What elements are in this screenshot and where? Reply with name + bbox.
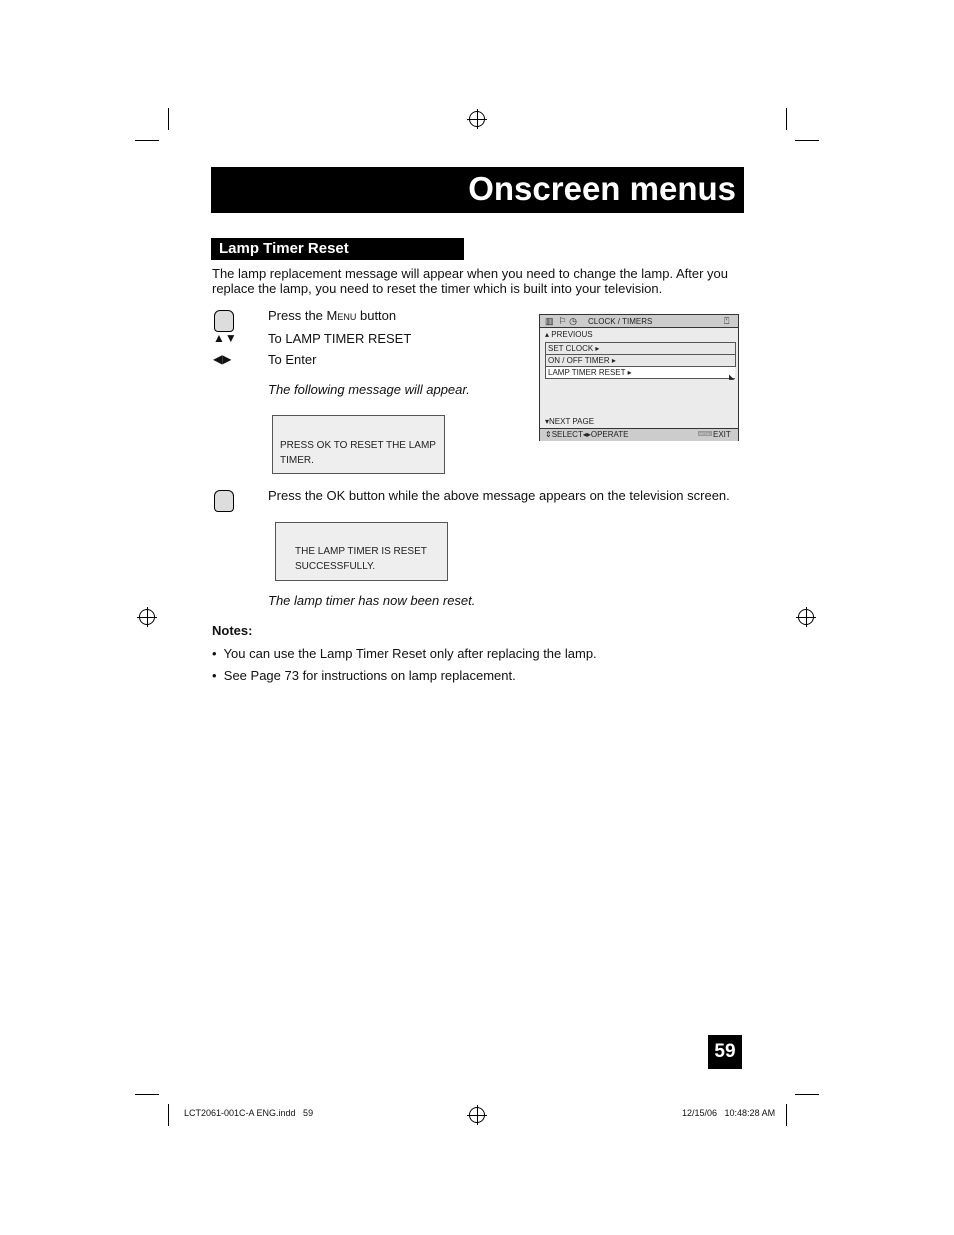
notes-heading: Notes:: [212, 623, 253, 638]
crop-mark: [786, 108, 787, 130]
intro-paragraph: The lamp replacement message will appear when you need to change the lamp. After you replace the lamp, you need to reset the timer which is built into your television.: [212, 266, 728, 296]
tv-menu-item: ON / OFF TIMER ▸: [545, 354, 736, 367]
crop-mark: [135, 140, 159, 141]
registration-mark-icon: [469, 111, 485, 127]
tv-menu-item: SET CLOCK ▸: [545, 342, 736, 355]
section-title: Lamp Timer Reset: [219, 240, 349, 257]
slug-file: LCT2061-001C-A ENG.indd 59: [184, 1108, 314, 1118]
tv-menu-previous: ▴ PREVIOUS: [545, 330, 593, 339]
crop-mark: [135, 1094, 159, 1095]
step-enter: To Enter: [268, 352, 317, 367]
page-title: Onscreen menus: [468, 170, 736, 207]
slug-date: 12/15/06 10:48:28 AM: [682, 1108, 776, 1118]
left-right-arrows-icon: ◀▶: [213, 352, 232, 366]
lock-icon: ⍞: [724, 316, 730, 326]
remote-hand-icon: [214, 490, 234, 512]
crop-mark: [168, 108, 169, 130]
page-title-bar: [211, 167, 744, 213]
crop-mark: [795, 1094, 819, 1095]
step-select: To LAMP TIMER RESET: [268, 331, 412, 346]
menu-tabs-icon: ▥ ⚐ ◷: [545, 316, 577, 326]
note-item: • You can use the Lamp Timer Reset only after replacing the lamp.: [212, 646, 597, 661]
tv-menu-screenshot: [539, 314, 739, 441]
tv-menu-exit: EXIT: [713, 430, 731, 439]
step-press-ok: Press the OK button while the above message appears on the television screen.: [268, 488, 730, 503]
tv-menu-title: CLOCK / TIMERS: [588, 317, 653, 326]
up-down-arrows-icon: ▲▼: [213, 331, 237, 345]
tv-menu-item-selected: LAMP TIMER RESET ▸: [545, 366, 735, 379]
crop-mark: [786, 1104, 787, 1126]
section-heading-bar: [211, 238, 464, 260]
reset-prompt-message: PRESS OK TO RESET THE LAMP TIMER.: [272, 415, 445, 474]
done-note: The lamp timer has now been reset.: [268, 593, 476, 608]
remote-hand-icon: [214, 310, 234, 332]
cursor-icon: ◣: [729, 374, 735, 381]
note-item: • See Page 73 for instructions on lamp replacement.: [212, 668, 516, 683]
registration-mark-icon: [469, 1107, 485, 1123]
reset-success-message: THE LAMP TIMER IS RESET SUCCESSFULLY.: [275, 522, 448, 581]
step-press-menu: Press the Menu button: [268, 308, 397, 323]
page-number: 59: [708, 1035, 742, 1069]
tv-menu-footer: ⇕SELECT◂▸OPERATE: [545, 430, 629, 439]
following-note: The following message will appear.: [268, 382, 470, 397]
tv-menu-next: ▾NEXT PAGE: [545, 417, 595, 426]
crop-mark: [795, 140, 819, 141]
registration-mark-icon: [139, 609, 155, 625]
registration-mark-icon: [798, 609, 814, 625]
menu-key-icon: MENU: [699, 431, 711, 436]
crop-mark: [168, 1104, 169, 1126]
